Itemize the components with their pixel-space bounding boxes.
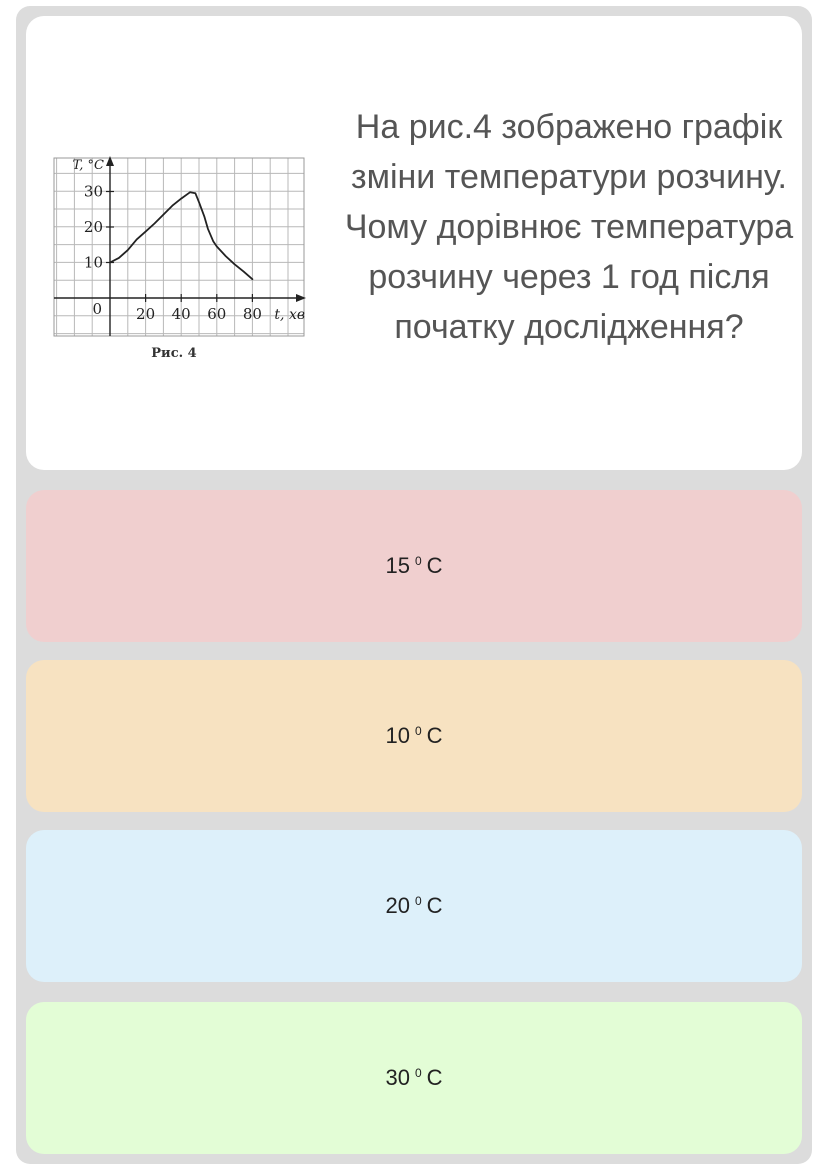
y-tick-label: 10	[83, 253, 103, 272]
answer-2-degree: 0	[414, 724, 422, 738]
answer-3-unit: C	[426, 893, 443, 918]
answer-option-3[interactable]	[26, 830, 802, 982]
temperature-chart	[54, 144, 310, 344]
answer-2-unit: C	[426, 723, 443, 748]
answer-4-label	[385, 1065, 442, 1091]
answer-option-1[interactable]	[26, 490, 802, 642]
answer-1-label	[385, 553, 442, 579]
y-axis-label: T, °C	[72, 158, 104, 173]
answer-4-degree: 0	[414, 1066, 422, 1080]
answer-1-value: 15	[385, 553, 410, 578]
answer-option-2[interactable]	[26, 660, 802, 812]
quiz-frame	[16, 6, 812, 1164]
origin-label: 0	[92, 300, 102, 318]
y-tick-label: 30	[83, 182, 103, 201]
answer-4-value: 30	[385, 1065, 410, 1090]
answer-3-degree: 0	[414, 894, 422, 908]
x-tick-label: 20	[136, 305, 156, 323]
answer-3-label	[385, 893, 442, 919]
question-card	[26, 16, 802, 470]
x-tick-label: 60	[207, 305, 227, 323]
y-tick-label: 20	[83, 218, 103, 236]
x-axis-label: t, хв	[274, 307, 305, 323]
answer-3-value: 20	[385, 893, 410, 918]
figure-rys-4	[54, 144, 310, 374]
answer-2-label	[385, 723, 442, 749]
x-tick-label: 80	[242, 305, 262, 323]
answer-1-unit: C	[426, 553, 443, 578]
question-text: На рис.4 зображено графік зміни температури розчину. Чому дорівнює температура розчину через 1 год після початку дослідження?	[344, 108, 794, 346]
answer-option-4[interactable]	[26, 1002, 802, 1154]
x-tick-label: 40	[171, 305, 191, 323]
answer-2-value: 10	[385, 723, 410, 748]
answer-4-unit: C	[426, 1065, 443, 1090]
figure-caption: Рис. 4	[151, 346, 197, 361]
answer-1-degree: 0	[414, 554, 422, 568]
